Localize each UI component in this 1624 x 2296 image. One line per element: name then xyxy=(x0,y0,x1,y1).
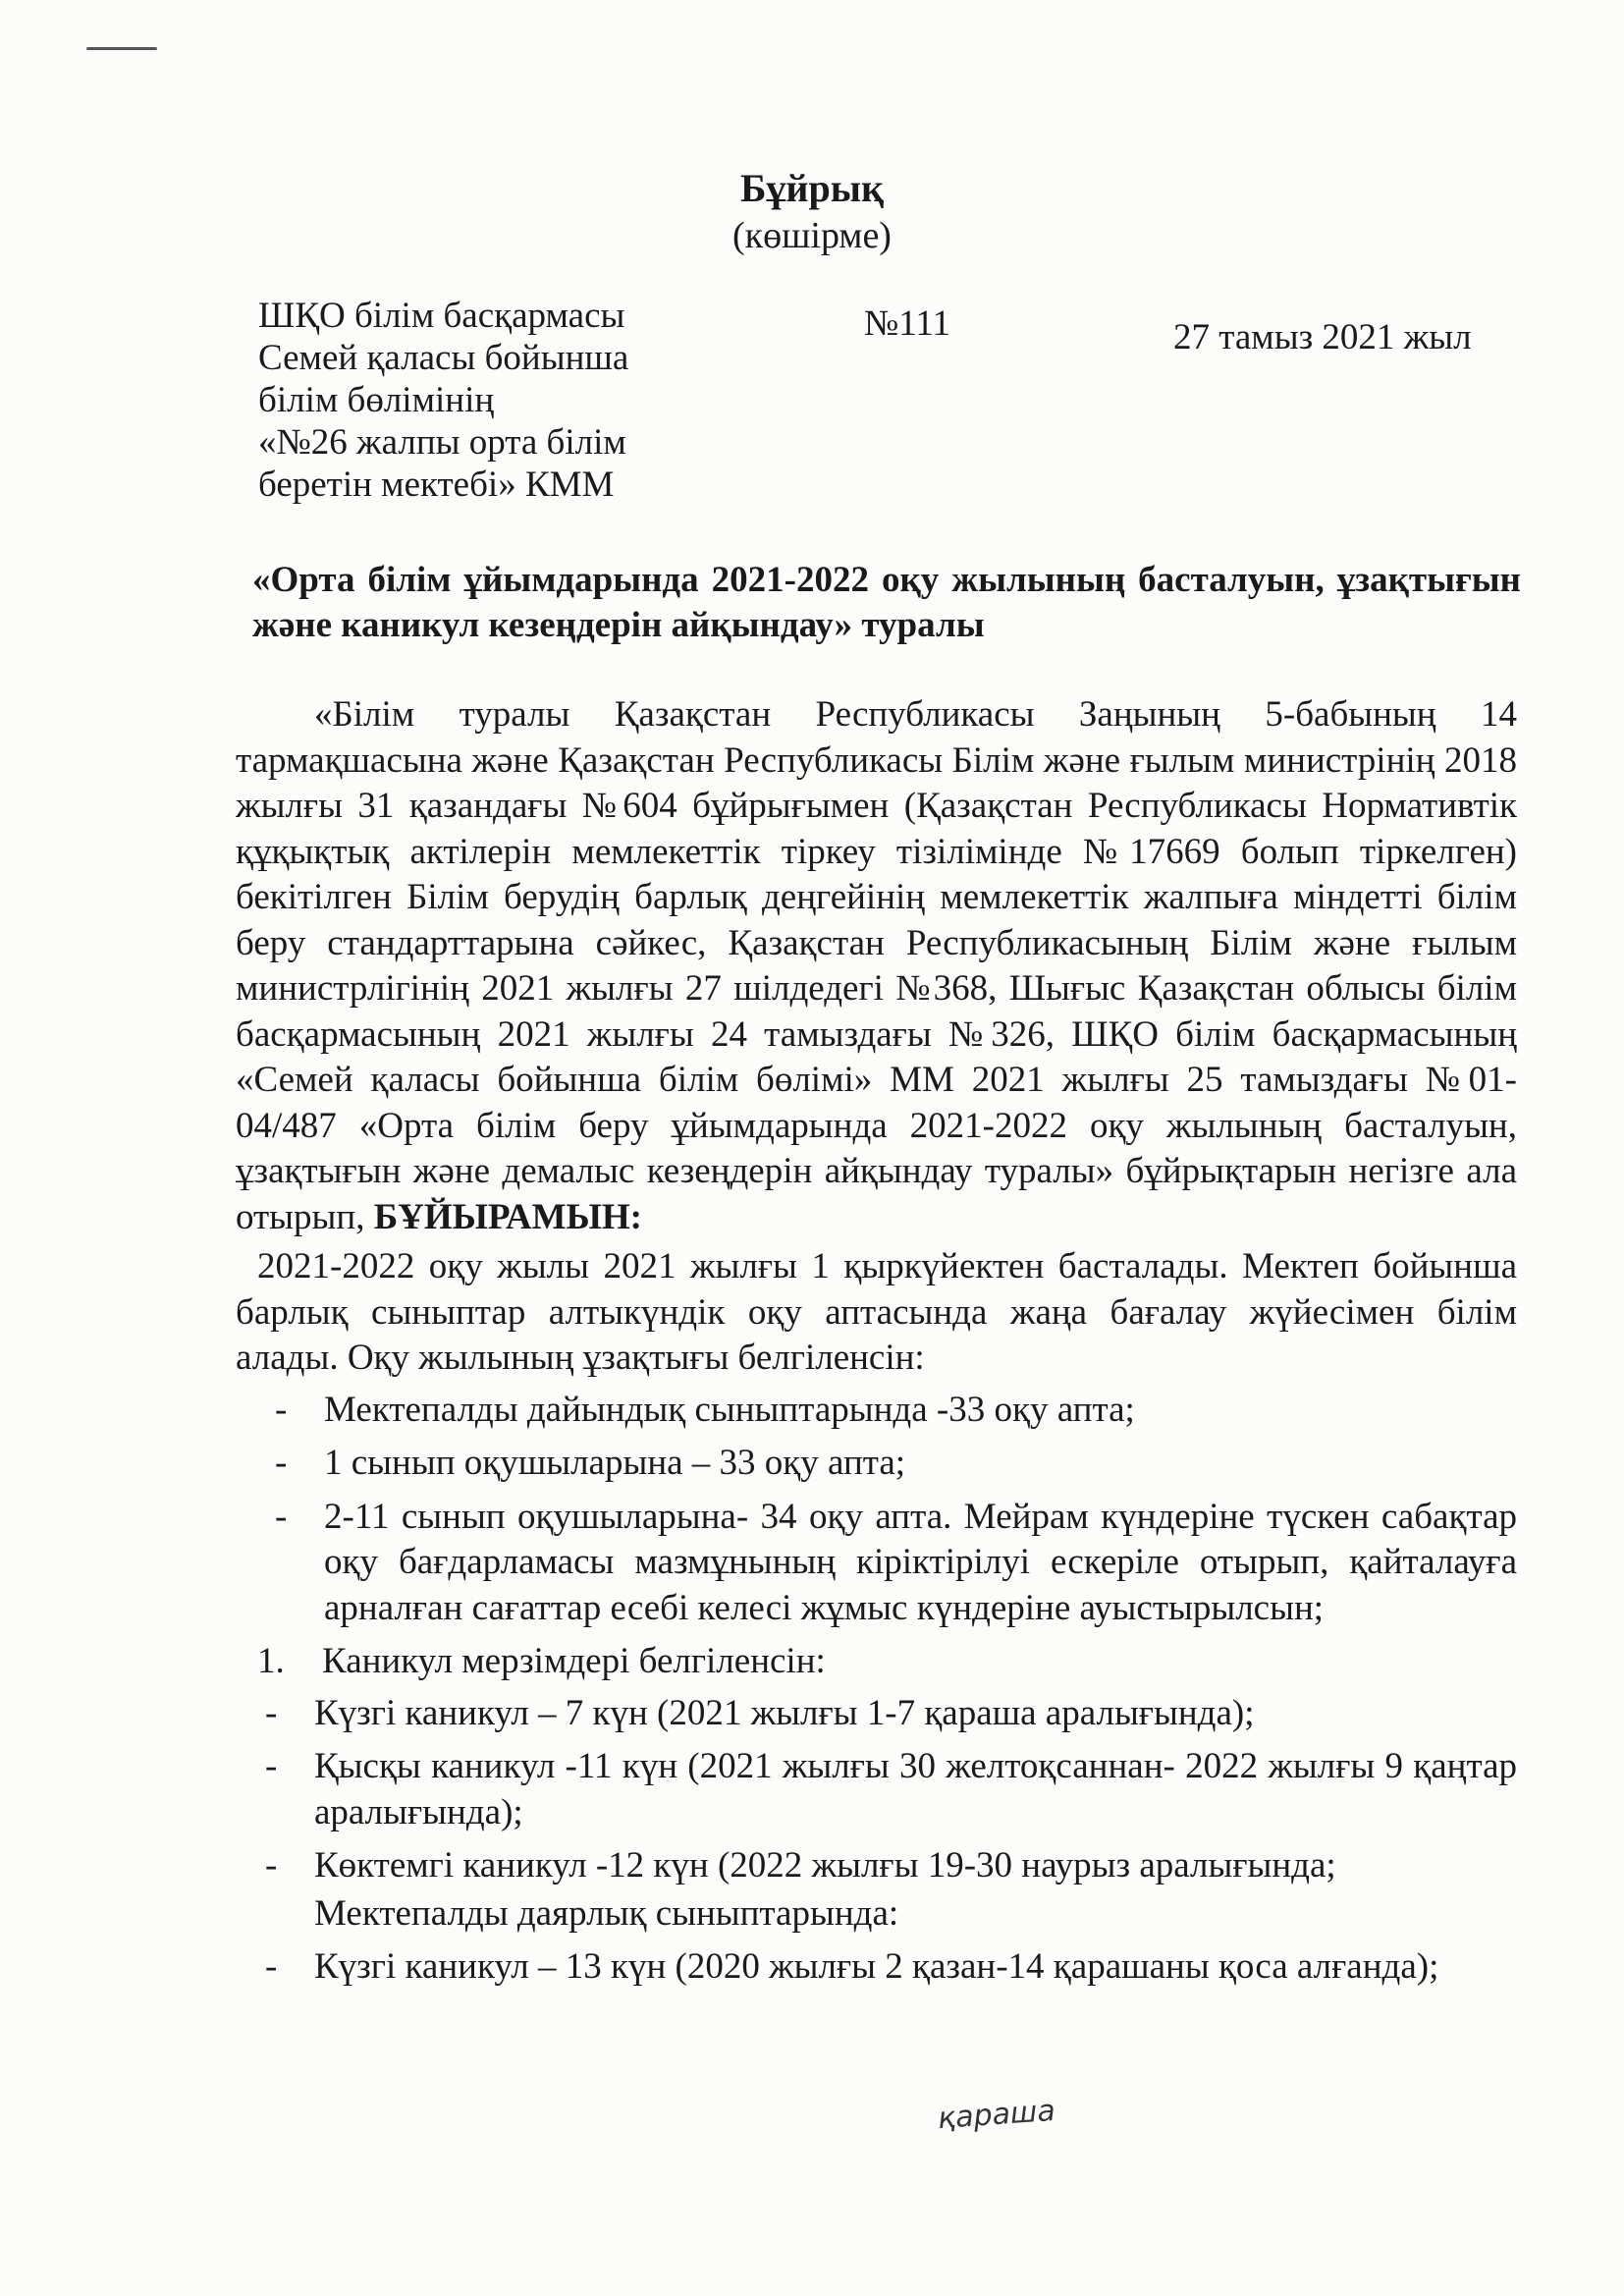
order-word: БҰЙЫРАМЫН: xyxy=(373,1196,642,1237)
order-date: 27 тамыз 2021 жыл xyxy=(1173,317,1472,357)
item-number: 1. xyxy=(257,1641,285,1681)
list-item: - Көктемгі каникул -12 күн (2022 жылғы 19-30 наурыз аралығында; xyxy=(236,1843,1517,1889)
preschool-note: Мектепалды даярлық сыныптарында: xyxy=(314,1892,899,1934)
organization-line: білім бөлімінің xyxy=(258,380,495,420)
order-heading: «Орта білім ұйымдарында 2021-2022 оқу жылының басталуын, ұзақтығын және каникул кезеңдерін айқындау» туралы xyxy=(252,560,1521,645)
preamble-text: «Білім туралы Қазақстан Республикасы Заңының 5-бабының 14 тармақшасына және Қазақстан Республикасы Білім және ғылым министрінің 2018 жылғы 31 қазандағы №604 бұйрығымен (Қазақстан Республикасы Нормативтік құқықтық актілерін мемлекеттік тіркеу тізілімінде №17669 болып тіркелген) бекітілген Білім берудің барлық деңгейінің мемлекеттік жалпыға міндетті білім беру стандарттарына сәйкес, Қазақстан Республикасының Білім және ғылым министрлігінің 2021 жылғы 27 шілдедегі №368, Шығыс Қазақстан облысы білім басқармасының 2021 жылғы 24 тамыздағы №326, ШҚО білім басқармасының «Семей қаласы бойынша білім бөлімі» ММ 2021 жылғы 25 тамыздағы №01-04/487 «Орта білім беру ұйымдарында 2021-2022 оқу жылының басталуын, ұзақтығын және демалыс кезеңдерін айқындау туралы» бұйрықтарын негізге ала отырып, xyxy=(236,694,1517,1237)
document-title: Бұйрық xyxy=(739,166,884,210)
list-item: - Мектепалды дайындық сыныптарында -33 оқу апта; xyxy=(236,1388,1517,1434)
order-body xyxy=(236,692,1517,1998)
duration-list xyxy=(236,1388,1517,1632)
preamble xyxy=(236,692,1517,1240)
organization-block xyxy=(258,295,628,506)
list-item: - Күзгі каникул – 7 күн (2021 жылғы 1-7 қараша аралығында); xyxy=(236,1691,1517,1737)
item-text: Каникул мерзімдері белгіленсін: xyxy=(322,1641,826,1681)
scan-mark xyxy=(86,47,157,50)
list-item: - Күзгі каникул – 13 күн (2020 жылғы 2 қазан-14 қарашаны қоса алғанда); xyxy=(236,1944,1517,1991)
organization-line: Семей қаласы бойынша xyxy=(258,338,629,378)
numbered-item xyxy=(236,1639,1517,1685)
preschool-list xyxy=(236,1944,1517,1991)
organization-line: беретін мектебі» КММ xyxy=(258,465,615,505)
organization-line: «№26 жалпы орта білім xyxy=(258,422,626,463)
order-number: №111 xyxy=(864,303,951,344)
organization-line: ШҚО білім басқармасы xyxy=(258,296,625,336)
list-item: - 2-11 сынып оқушыларына- 34 оқу апта. Мейрам күндеріне түскен сабақтар оқу бағдарламасы мазмұнының кіріктірілуі ескеріле отырып, қайталауға арналған сағаттар есебі келесі жұмыс күндеріне ауыстырылсын; xyxy=(236,1495,1517,1632)
list-item: - 1 сынып оқушыларына – 33 оқу апта; xyxy=(236,1441,1517,1487)
handwritten-note: қараша xyxy=(936,2093,1056,2137)
list-item: - Қысқы каникул -11 күн (2021 жылғы 30 желтоқсаннан- 2022 жылғы 9 қаңтар аралығында); xyxy=(236,1744,1517,1835)
document-subtitle: (көшірме) xyxy=(732,215,892,256)
holiday-list xyxy=(236,1691,1517,1889)
paragraph-start-date: 2021-2022 оқу жылы 2021 жылғы 1 қыркүйектен басталады. Мектеп бойынша барлық сыныптар алтыкүндік оқу аптасында жаңа бағалау жүйесімен білім алады. Оқу жылының ұзақтығы белгіленсін: xyxy=(236,1246,1517,1378)
